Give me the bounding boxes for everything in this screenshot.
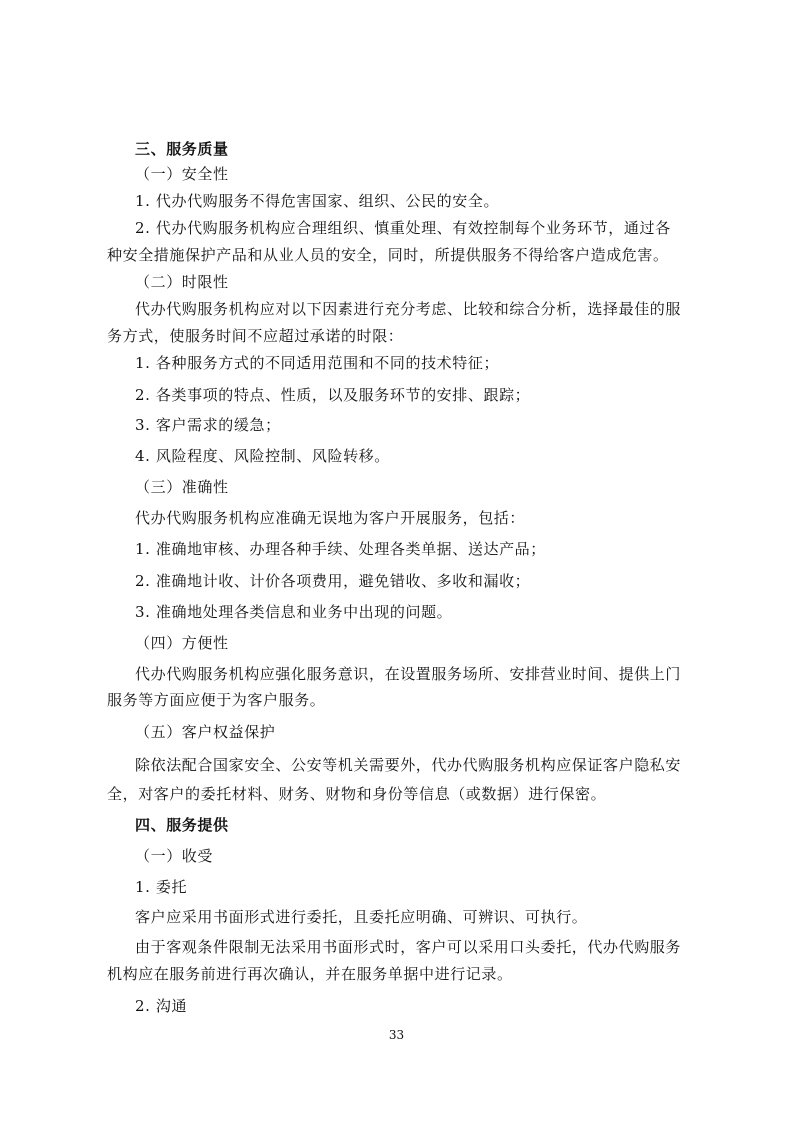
text-line: 2. 沟通 <box>135 997 188 1015</box>
section-heading-service-provision: 四、服务提供 <box>135 816 229 834</box>
text-line: 除依法配合国家安全、公安等机关需要外，代办代购服务机构应保证客户隐私安 <box>135 756 682 774</box>
text-line: 全，对客户的委托材料、财务、财物和身份等信息（或数据）进行保密。 <box>107 785 607 803</box>
text-line: 代办代购服务机构应对以下因素进行充分考虑、比较和综合分析，选择最佳的服 <box>135 300 682 318</box>
text-line: 1. 各种服务方式的不同适用范围和不同的技术特征； <box>135 354 500 372</box>
subheading-receiving: （一）收受 <box>135 847 214 865</box>
text-line: 客户应采用书面形式进行委托，且委托应明确、可辨识、可执行。 <box>135 908 588 926</box>
text-line: 1. 准确地审核、办理各种手续、处理各类单据、送达产品； <box>135 540 546 558</box>
section-heading-service-quality: 三、服务质量 <box>135 140 229 158</box>
text-line: 4. 风险程度、风险控制、风险转移。 <box>135 447 390 465</box>
text-line: 由于客观条件限制无法采用书面形式时，客户可以采用口头委托，代办代购服务 <box>135 938 682 956</box>
subheading-timeliness: （二）时限性 <box>135 273 229 291</box>
subheading-accuracy: （三）准确性 <box>135 478 229 496</box>
text-line: 2. 各类事项的特点、性质，以及服务环节的安排、跟踪； <box>135 386 531 404</box>
page-number: 33 <box>388 1028 405 1042</box>
text-line: 2. 代办代购服务机构应合理组织、慎重处理、有效控制每个业务环节，通过各 <box>135 219 671 237</box>
text-line: 2. 准确地计收、计价各项费用，避免错收、多收和漏收； <box>135 572 531 590</box>
text-line: 种安全措施保护产品和从业人员的安全，同时，所提供服务不得给客户造成危害。 <box>107 246 669 264</box>
text-line: 务方式，使服务时间不应超过承诺的时限： <box>107 327 404 345</box>
subheading-customer-rights: （五）客户权益保护 <box>135 723 276 741</box>
text-line: 代办代购服务机构应强化服务意识，在设置服务场所、安排营业时间、提供上门 <box>135 665 682 683</box>
text-line: 服务等方面应便于为客户服务。 <box>107 691 326 709</box>
text-line: 1. 委托 <box>135 878 188 896</box>
text-line: 机构应在服务前进行再次确认，并在服务单据中进行记录。 <box>107 965 513 983</box>
subheading-convenience: （四）方便性 <box>135 634 229 652</box>
subheading-safety: （一）安全性 <box>135 165 229 183</box>
text-line: 1. 代办代购服务不得危害国家、组织、公民的安全。 <box>135 192 500 210</box>
text-line: 3. 客户需求的缓急； <box>135 416 281 434</box>
text-line: 代办代购服务机构应准确无误地为客户开展服务，包括： <box>135 509 526 527</box>
text-line: 3. 准确地处理各类信息和业务中出现的问题。 <box>135 603 453 621</box>
